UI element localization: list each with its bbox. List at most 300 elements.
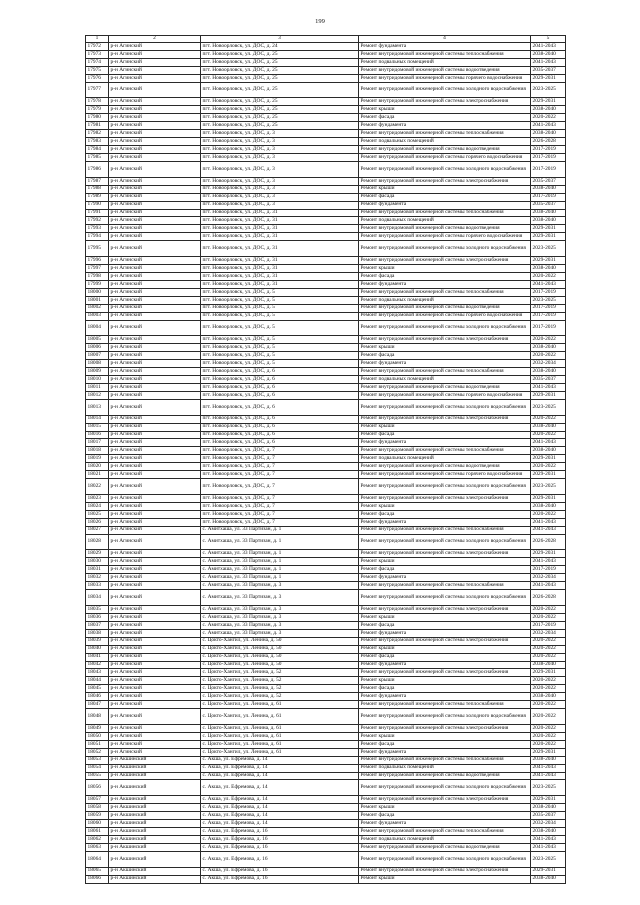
table-row [86, 336, 566, 344]
row-number: 17990 [86, 202, 109, 209]
row-number: 18061 [86, 828, 109, 835]
work-type-cell: Ремонт фундамента [359, 749, 531, 756]
address-cell: пгт. Новоорловск, ул. ДОС, д. 24 [201, 43, 359, 50]
years-cell: 2038-2040 [531, 503, 566, 510]
work-type-cell: Ремонт внутридомовой инженерной системы холодного водоснабжения [359, 852, 531, 867]
district-cell: р-н Агинский [109, 281, 201, 288]
row-number: 18017 [86, 439, 109, 446]
years-cell: 2020-2022 [531, 741, 566, 748]
address-cell: пгт. Новоорловск, ул. ДОС, д. 6 [201, 392, 359, 399]
address-cell: пгт. Новоорловск, ул. ДОС, д. 6 [201, 368, 359, 375]
table-row [86, 677, 566, 685]
address-cell: с. Акша, ул. Ефремова, д. 14 [201, 820, 359, 827]
table-row [86, 638, 566, 646]
row-number: 18024 [86, 503, 109, 510]
work-type-cell: Ремонт фундамента [359, 202, 531, 209]
district-cell: р-н Агинский [109, 202, 201, 209]
years-cell: 2020-2022 [531, 733, 566, 740]
address-cell: с. Амитхаша, ул. 33 Партизан, д. 3 [201, 590, 359, 605]
table-row [86, 313, 566, 321]
address-cell: с. Цокто-Хангил, ул. Ленина, д. 50 [201, 662, 359, 669]
table-row [86, 51, 566, 59]
row-number: 17983 [86, 138, 109, 145]
work-type-cell: Ремонт крыши [359, 677, 531, 684]
address-cell: с. Акша, ул. Ефремова, д. 14 [201, 765, 359, 772]
work-type-cell: Ремонт внутридомовой инженерной системы горячего водоснабжения [359, 313, 531, 320]
district-cell: р-н Агинский [109, 503, 201, 510]
address-cell: с. Цокто-Хангил, ул. Ленина, д. 61 [201, 725, 359, 732]
work-type-cell: Ремонт внутридомовой инженерной системы водоотведения [359, 463, 531, 470]
address-cell: пгт. Новоорловск, ул. ДОС, д. 6 [201, 400, 359, 415]
row-number: 17978 [86, 98, 109, 105]
district-cell: р-н Агинский [109, 376, 201, 383]
district-cell: р-н Агинский [109, 59, 201, 66]
row-number: 18012 [86, 392, 109, 399]
years-cell: 2032-2034 [531, 630, 566, 637]
row-number: 18007 [86, 352, 109, 359]
table-row [86, 83, 566, 99]
row-number: 18045 [86, 685, 109, 692]
years-cell: 2029-2031 [531, 225, 566, 232]
work-type-cell: Ремонт внутридомовой инженерной системы холодного водоснабжения [359, 479, 531, 494]
table-row [86, 503, 566, 511]
address-cell: пгт. Новоорловск, ул. ДОС, д. 25 [201, 67, 359, 74]
row-number: 18060 [86, 820, 109, 827]
work-type-cell: Ремонт крыши [359, 344, 531, 351]
district-cell: р-н Агинский [109, 400, 201, 415]
row-number: 18015 [86, 424, 109, 431]
address-cell: с. Цокто-Хангил, ул. Ленина, д. 52 [201, 685, 359, 692]
district-cell: р-н Акшинский [109, 812, 201, 819]
table-row [86, 122, 566, 130]
address-cell: с. Цокто-Хангил, ул. Ленина, д. 52 [201, 677, 359, 684]
district-cell: р-н Агинский [109, 344, 201, 351]
table-row [86, 138, 566, 146]
district-cell: р-н Акшинский [109, 804, 201, 811]
years-cell: 2041-2043 [531, 281, 566, 288]
address-cell: пгт. Новоорловск, ул. ДОС, д. 3 [201, 138, 359, 145]
years-cell: 2038-2040 [531, 757, 566, 764]
address-cell: пгт. Новоорловск, ул. ДОС, д. 25 [201, 51, 359, 58]
row-number: 18038 [86, 630, 109, 637]
row-number: 18020 [86, 463, 109, 470]
address-cell: пгт. Новоорловск, ул. ДОС, д. 5 [201, 321, 359, 336]
row-number: 18042 [86, 662, 109, 669]
row-number: 18058 [86, 804, 109, 811]
address-cell: с. Амитхаша, ул. 33 Партизан, д. 1 [201, 550, 359, 557]
years-cell: 2041-2043 [531, 59, 566, 66]
table-row [86, 154, 566, 162]
table-row [86, 868, 566, 876]
district-cell: р-н Агинский [109, 210, 201, 217]
address-cell: пгт. Новоорловск, ул. ДОС, д. 25 [201, 122, 359, 129]
work-type-cell: Ремонт внутридомовой инженерной системы электроснабжения [359, 550, 531, 557]
years-cell: 2041-2043 [531, 773, 566, 780]
district-cell: р-н Агинский [109, 138, 201, 145]
work-type-cell: Ремонт внутридомовой инженерной системы электроснабжения [359, 606, 531, 613]
table-row [86, 844, 566, 852]
work-type-cell: Ремонт крыши [359, 424, 531, 431]
district-cell: р-н Агинский [109, 368, 201, 375]
address-cell: с. Акша, ул. Ефремова, д. 14 [201, 812, 359, 819]
years-cell: 2041-2043 [531, 519, 566, 526]
row-number: 17989 [86, 194, 109, 201]
years-cell: 2020-2022 [531, 709, 566, 724]
work-type-cell: Ремонт фундамента [359, 519, 531, 526]
district-cell: р-н Акшинский [109, 796, 201, 803]
table-row [86, 804, 566, 812]
address-cell: с. Акша, ул. Ефремова, д. 16 [201, 876, 359, 883]
work-type-cell: Ремонт внутридомовой инженерной системы водоотведения [359, 225, 531, 232]
address-cell: с. Акша, ул. Ефремова, д. 16 [201, 836, 359, 843]
table-row [86, 344, 566, 352]
address-cell: с. Цокто-Хангил, ул. Ленина, д. 50 [201, 654, 359, 661]
years-cell: 2020-2022 [531, 336, 566, 343]
years-cell: 2038-2040 [531, 265, 566, 272]
row-number: 18034 [86, 590, 109, 605]
district-cell: р-н Агинский [109, 297, 201, 304]
table-row [86, 463, 566, 471]
address-cell: пгт. Новоорловск, ул. ДОС, д. 5 [201, 297, 359, 304]
district-cell: р-н Агинский [109, 725, 201, 732]
district-cell: р-н Агинский [109, 558, 201, 565]
table-row [86, 146, 566, 154]
row-number: 17985 [86, 154, 109, 161]
years-cell: 2026-2028 [531, 535, 566, 550]
district-cell: р-н Агинский [109, 693, 201, 700]
row-number: 17974 [86, 59, 109, 66]
header-col-2: 2 [109, 36, 201, 42]
years-cell: 2038-2040 [531, 447, 566, 454]
table-row [86, 780, 566, 796]
years-cell: 2041-2043 [531, 558, 566, 565]
years-cell: 2038-2040 [531, 106, 566, 113]
work-type-cell: Ремонт внутридомовой инженерной системы водоотведения [359, 844, 531, 851]
address-cell: пгт. Новоорловск, ул. ДОС, д. 31 [201, 225, 359, 232]
district-cell: р-н Агинский [109, 313, 201, 320]
district-cell: р-н Агинский [109, 154, 201, 161]
address-cell: пгт. Новоорловск, ул. ДОС, д. 5 [201, 352, 359, 359]
years-cell: 2038-2040 [531, 804, 566, 811]
row-number: 18062 [86, 836, 109, 843]
address-cell: пгт. Новоорловск, ул. ДОС, д. 3 [201, 178, 359, 185]
work-type-cell: Ремонт фасада [359, 622, 531, 629]
district-cell: р-н Агинский [109, 305, 201, 312]
district-cell: р-н Агинский [109, 519, 201, 526]
years-cell: 2041-2043 [531, 582, 566, 589]
row-number: 18037 [86, 622, 109, 629]
work-type-cell: Ремонт внутридомовой инженерной системы теплоснабжения [359, 130, 531, 137]
years-cell: 2038-2040 [531, 210, 566, 217]
table-row [86, 202, 566, 210]
district-cell: р-н Агинский [109, 336, 201, 343]
row-number: 18065 [86, 868, 109, 875]
address-cell: с. Цокто-Хангил, ул. Ленина, д. 61 [201, 701, 359, 708]
work-type-cell: Ремонт фасада [359, 114, 531, 121]
years-cell: 2017-2019 [531, 305, 566, 312]
work-type-cell: Ремонт внутридомовой инженерной системы теплоснабжения [359, 701, 531, 708]
work-type-cell: Ремонт внутридомовой инженерной системы теплоснабжения [359, 527, 531, 534]
row-number: 17973 [86, 51, 109, 58]
address-cell: пгт. Новоорловск, ул. ДОС, д. 6 [201, 376, 359, 383]
address-cell: с. Амитхаша, ул. 33 Партизан, д. 1 [201, 558, 359, 565]
work-type-cell: Ремонт внутридомовой инженерной системы водоотведения [359, 146, 531, 153]
district-cell: р-н Агинский [109, 685, 201, 692]
work-type-cell: Ремонт внутридомовой инженерной системы теплоснабжения [359, 210, 531, 217]
address-cell: пгт. Новоорловск, ул. ДОС, д. 3 [201, 130, 359, 137]
table-row [86, 376, 566, 384]
address-cell: с. Акша, ул. Ефремова, д. 14 [201, 757, 359, 764]
row-number: 17996 [86, 257, 109, 264]
work-type-cell: Ремонт внутридомовой инженерной системы холодного водоснабжения [359, 321, 531, 336]
row-number: 18047 [86, 701, 109, 708]
address-cell: с. Амитхаша, ул. 33 Партизан, д. 1 [201, 535, 359, 550]
years-cell: 2023-2025 [531, 479, 566, 494]
table-row [86, 765, 566, 773]
district-cell: р-н Агинский [109, 455, 201, 462]
work-type-cell: Ремонт фундамента [359, 43, 531, 50]
years-cell: 2023-2025 [531, 400, 566, 415]
header-col-3: 3 [201, 36, 359, 42]
years-cell: 2041-2043 [531, 765, 566, 772]
district-cell: р-н Агинский [109, 273, 201, 280]
years-cell: 2035-2037 [531, 178, 566, 185]
table-row [86, 876, 566, 884]
district-cell: р-н Агинский [109, 527, 201, 534]
address-cell: пгт. Новоорловск, ул. ДОС, д. 25 [201, 106, 359, 113]
table-row [86, 574, 566, 582]
work-type-cell: Ремонт внутридомовой инженерной системы водоотведения [359, 67, 531, 74]
work-type-cell: Ремонт крыши [359, 733, 531, 740]
district-cell: р-н Агинский [109, 289, 201, 296]
address-cell: пгт. Новоорловск, ул. ДОС, д. 7 [201, 463, 359, 470]
years-cell: 2035-2037 [531, 376, 566, 383]
district-cell: р-н Агинский [109, 574, 201, 581]
district-cell: р-н Агинский [109, 495, 201, 502]
row-number: 18003 [86, 313, 109, 320]
table-row [86, 98, 566, 106]
work-type-cell: Ремонт фундамента [359, 574, 531, 581]
table-row [86, 622, 566, 630]
row-number: 18059 [86, 812, 109, 819]
years-cell: 2020-2022 [531, 614, 566, 621]
table-row [86, 757, 566, 765]
district-cell: р-н Акшинский [109, 868, 201, 875]
address-cell: пгт. Новоорловск, ул. ДОС, д. 31 [201, 210, 359, 217]
table-row [86, 558, 566, 566]
row-number: 18014 [86, 416, 109, 423]
district-cell: р-н Агинский [109, 321, 201, 336]
work-type-cell: Ремонт фасада [359, 812, 531, 819]
address-cell: пгт. Новоорловск, ул. ДОС, д. 7 [201, 495, 359, 502]
address-cell: с. Амитхаша, ул. 33 Партизан, д. 3 [201, 606, 359, 613]
table-row [86, 416, 566, 424]
district-cell: р-н Агинский [109, 392, 201, 399]
years-cell: 2029-2031 [531, 749, 566, 756]
table-row [86, 186, 566, 194]
table-row [86, 606, 566, 614]
row-number: 18022 [86, 479, 109, 494]
address-cell: пгт. Новоорловск, ул. ДОС, д. 7 [201, 511, 359, 518]
work-type-cell: Ремонт фундамента [359, 662, 531, 669]
district-cell: р-н Агинский [109, 535, 201, 550]
row-number: 18025 [86, 511, 109, 518]
district-cell: р-н Агинский [109, 463, 201, 470]
table-row [86, 447, 566, 455]
work-type-cell: Ремонт внутридомовой инженерной системы электроснабжения [359, 638, 531, 645]
district-cell: р-н Агинский [109, 709, 201, 724]
work-type-cell: Ремонт подвальных помещений [359, 297, 531, 304]
table-row [86, 241, 566, 257]
years-cell: 2029-2031 [531, 75, 566, 82]
district-cell: р-н Агинский [109, 471, 201, 478]
address-cell: с. Цокто-Хангил, ул. Ленина, д. 50 [201, 646, 359, 653]
row-number: 17999 [86, 281, 109, 288]
table-row [86, 693, 566, 701]
table-row [86, 281, 566, 289]
address-cell: с. Цокто-Хангил, ул. Ленина, д. 52 [201, 669, 359, 676]
work-type-cell: Ремонт внутридомовой инженерной системы теплоснабжения [359, 447, 531, 454]
table-row [86, 828, 566, 836]
table-row [86, 812, 566, 820]
table-row [86, 566, 566, 574]
district-cell: р-н Агинский [109, 194, 201, 201]
address-cell: пгт. Новоорловск, ул. ДОС, д. 31 [201, 281, 359, 288]
district-cell: р-н Агинский [109, 447, 201, 454]
address-cell: пгт. Новоорловск, ул. ДОС, д. 7 [201, 471, 359, 478]
address-cell: пгт. Новоорловск, ул. ДОС, д. 31 [201, 273, 359, 280]
years-cell: 2029-2031 [531, 796, 566, 803]
work-type-cell: Ремонт внутридомовой инженерной системы теплоснабжения [359, 289, 531, 296]
table-row [86, 75, 566, 83]
row-number: 18011 [86, 384, 109, 391]
row-number: 18035 [86, 606, 109, 613]
table-row [86, 432, 566, 440]
address-cell: пгт. Новоорловск, ул. ДОС, д. 3 [201, 146, 359, 153]
years-cell: 2020-2022 [531, 114, 566, 121]
address-cell: с. Акша, ул. Ефремова, д. 16 [201, 868, 359, 875]
work-type-cell: Ремонт внутридомовой инженерной системы холодного водоснабжения [359, 83, 531, 98]
years-cell: 2020-2022 [531, 654, 566, 661]
row-number: 18052 [86, 749, 109, 756]
row-number: 18031 [86, 566, 109, 573]
table-row [86, 582, 566, 590]
district-cell: р-н Агинский [109, 178, 201, 185]
district-cell: р-н Агинский [109, 384, 201, 391]
district-cell: р-н Агинский [109, 225, 201, 232]
years-cell: 2017-2019 [531, 162, 566, 177]
district-cell: р-н Агинский [109, 98, 201, 105]
years-cell: 2029-2031 [531, 495, 566, 502]
row-number: 18064 [86, 852, 109, 867]
address-cell: с. Цокто-Хангил, ул. Ленина, д. 61 [201, 749, 359, 756]
years-cell: 2041-2043 [531, 836, 566, 843]
work-type-cell: Ремонт крыши [359, 558, 531, 565]
table-row [86, 455, 566, 463]
district-cell: р-н Агинский [109, 43, 201, 50]
district-cell: р-н Акшинский [109, 820, 201, 827]
district-cell: р-н Агинский [109, 662, 201, 669]
row-number: 18002 [86, 305, 109, 312]
address-cell: пгт. Новоорловск, ул. ДОС, д. 31 [201, 233, 359, 240]
address-cell: с. Акша, ул. Ефремова, д. 16 [201, 852, 359, 867]
row-number: 18032 [86, 574, 109, 581]
row-number: 18006 [86, 344, 109, 351]
table-row [86, 424, 566, 432]
years-cell: 2020-2022 [531, 606, 566, 613]
table-row [86, 701, 566, 709]
table-row [86, 162, 566, 178]
table-row [86, 796, 566, 804]
years-cell: 2041-2043 [531, 43, 566, 50]
table-row [86, 590, 566, 606]
address-cell: пгт. Новоорловск, ул. ДОС, д. 25 [201, 59, 359, 66]
address-cell: пгт. Новоорловск, ул. ДОС, д. 5 [201, 360, 359, 367]
table-row [86, 471, 566, 479]
row-number: 17993 [86, 225, 109, 232]
row-number: 18001 [86, 297, 109, 304]
work-type-cell: Ремонт внутридомовой инженерной системы электроснабжения [359, 796, 531, 803]
work-type-cell: Ремонт фасада [359, 352, 531, 359]
table-row [86, 836, 566, 844]
years-cell: 2020-2022 [531, 511, 566, 518]
district-cell: р-н Агинский [109, 122, 201, 129]
row-number: 17992 [86, 217, 109, 224]
address-cell: пгт. Новоорловск, ул. ДОС, д. 31 [201, 241, 359, 256]
address-cell: с. Амитхаша, ул. 33 Партизан, д. 1 [201, 566, 359, 573]
district-cell: р-н Агинский [109, 106, 201, 113]
work-type-cell: Ремонт внутридомовой инженерной системы горячего водоснабжения [359, 392, 531, 399]
address-cell: пгт. Новоорловск, ул. ДОС, д. 25 [201, 98, 359, 105]
work-type-cell: Ремонт внутридомовой инженерной системы электроснабжения [359, 868, 531, 875]
table-row [86, 614, 566, 622]
years-cell: 2038-2040 [531, 217, 566, 224]
address-cell: с. Амитхаша, ул. 33 Партизан, д. 3 [201, 582, 359, 589]
work-type-cell: Ремонт внутридомовой инженерной системы теплоснабжения [359, 582, 531, 589]
work-type-cell: Ремонт внутридомовой инженерной системы холодного водоснабжения [359, 535, 531, 550]
row-number: 17998 [86, 273, 109, 280]
table-row [86, 527, 566, 535]
district-cell: р-н Агинский [109, 646, 201, 653]
years-cell: 2023-2025 [531, 83, 566, 98]
years-cell: 2023-2025 [531, 297, 566, 304]
row-number: 18063 [86, 844, 109, 851]
years-cell: 2017-2019 [531, 289, 566, 296]
work-type-cell: Ремонт фундамента [359, 630, 531, 637]
table-row [86, 400, 566, 416]
district-cell: р-н Агинский [109, 146, 201, 153]
work-type-cell: Ремонт фасада [359, 741, 531, 748]
years-cell: 2020-2022 [531, 352, 566, 359]
address-cell: пгт. Новоорловск, ул. ДОС, д. 7 [201, 519, 359, 526]
address-cell: пгт. Новоорловск, ул. ДОС, д. 6 [201, 424, 359, 431]
row-number: 18008 [86, 360, 109, 367]
work-type-cell: Ремонт внутридомовой инженерной системы электроснабжения [359, 178, 531, 185]
district-cell: р-н Агинский [109, 432, 201, 439]
work-type-cell: Ремонт внутридомовой инженерной системы холодного водоснабжения [359, 780, 531, 795]
work-type-cell: Ремонт внутридомовой инженерной системы холодного водоснабжения [359, 590, 531, 605]
row-number: 18048 [86, 709, 109, 724]
years-cell: 2026-2028 [531, 138, 566, 145]
address-cell: пгт. Новоорловск, ул. ДОС, д. 5 [201, 313, 359, 320]
district-cell: р-н Агинский [109, 241, 201, 256]
district-cell: р-н Агинский [109, 130, 201, 137]
address-cell: пгт. Новоорловск, ул. ДОС, д. 25 [201, 114, 359, 121]
years-cell: 2029-2031 [531, 550, 566, 557]
row-number: 18033 [86, 582, 109, 589]
table-row [86, 646, 566, 654]
table-row [86, 479, 566, 495]
